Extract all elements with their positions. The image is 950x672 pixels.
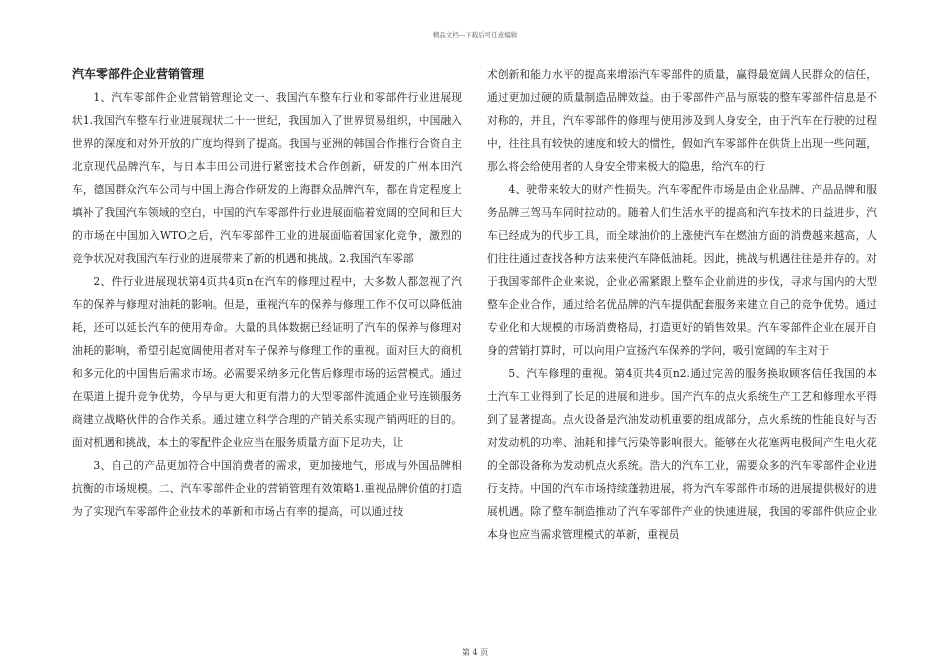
page-number: 第 4 页 xyxy=(461,648,489,657)
paragraph-4: 4、驶带来较大的财产性损失。汽车零配件市场是由企业品牌、产品品牌和服务品牌三驾马车同时拉动的。随着人们生活水平的提高和汽车技术的日益进步，汽车已经成为的代步工具，而全球油价的上涨使汽车在燃油方面的消费越来越高，人们往往通过查找各种方法来使汽车降低油耗。因此，挑战与机遇往往是并存的。对于我国零部件企业来说，企业必需紧跟上整车企业前进的步伐，寻求与国内的大型整车企业合作，通过给名优品牌的汽车提供配套服务来建立自己的竞争优势。通过专业化和大规模的市场消费格局，打造更好的销售效果。汽车零部件企业在展开自身的营销打算时，可以向用户宣扬汽车保养的学问，吸引宽阔的车主对于 xyxy=(487,183,877,357)
right-column xyxy=(487,63,877,546)
left-column xyxy=(72,63,462,523)
paragraph-2: 2、件行业进展现状第4页共4页n在汽车的修理过程中，大多数人都忽视了汽车的保养与修理对油耗的影响。但是，重视汽车的保养与修理工作不仅可以降低油耗，还可以延长汽车的使用寿命。大量的具体数据已经证明了汽车的保养与修理对油耗的影响，希望引起宽阔使用者对车子保养与修理工作的重视。面对巨大的商机和多元化的中国售后需求市场。必需要采纳多元化售后修理市场的运营模式。通过在渠道上提升竞争优势，今早与更大和更有潜力的大型零部件流通企业号连锁服务商建立战略伙伴的合作关系。通过建立科学合理的产销关系实现产销两旺的目的。面对机遇和挑战，本土的零配件企业应当在服务质量方面下足功夫，让 xyxy=(72,275,462,449)
paragraph-5: 5、汽车修理的重视。第4页共4页n2.通过完善的服务换取顾客信任我国的本土汽车工业得到了长足的进展和进步。国产汽车的点火系统生产工艺和修理水平得到了显著提高。点火设备是汽油发动机重要的组成部分，点火系统的性能良好与否对发动机的功率、油耗和排气污染等影响很大。能够在火花塞两电极间产生电火花的全部设备称为发动机点火系统。浩大的汽车工业，需要众多的汽车零部件企业进行支持。中国的汽车市场持续蓬勃进展，将为汽车零部件市场的进展提供极好的进展机遇。除了整车制造推动了汽车零部件产业的快速进展，我国的零部件供应企业本身也应当需求管理模式的革新，重视员 xyxy=(487,367,877,541)
paragraph-3: 3、自己的产品更加符合中国消费者的需求，更加接地气，形成与外国品牌相抗衡的市场规模。二、汽车零部件企业的营销管理有效策略1.重视品牌价值的打造为了实现汽车零部件企业技术的革新和市场占有率的提高，可以通过技 xyxy=(72,459,462,518)
document-title: 汽车零部件企业营销管理 xyxy=(72,67,205,81)
paragraph-3-continued: 术创新和能力水平的提高来增添汽车零部件的质量，赢得最宽阔人民群众的信任，通过更加过硬的质量制造品牌效益。由于零部件产品与原装的整车零部件信息是不对称的，并且，汽车零部件的修理与使用涉及到人身安全，由于汽车在行驶的过程中，往往具有较快的速度和较大的惯性，假如汽车零部件在供货上出现一些问题，那么将会给使用者的人身安全带来极大的隐患，给汽车的行 xyxy=(487,68,877,173)
paragraph-1: 1、汽车零部件企业营销管理论文一、我国汽车整车行业和零部件行业进展现状1.我国汽车整车行业进展现状二十一世纪，我国加入了世界贸易组织，中国融入世界的深度和对外开放的广度均得到了提高。我国与亚洲的韩国合作推行合资自主北京现代品牌汽车，与日本丰田公司进行紧密技术合作创新，研发的广州本田汽车，德国群众汽车公司与中国上海合作研发的上海群众品牌汽车，都在肯定程度上填补了我国汽车领域的空白，中国的汽车零部件行业进展面临着宽阔的空间和巨大的市场在中国加入WTO之后，汽车零部件工业的进展面临着国家化竞争，激烈的竞争状况对我国汽车行业的进展带来了新的机遇和挑战。2.我国汽车零部 xyxy=(72,91,462,265)
page-header: 精品文档---下载后可任意编辑 xyxy=(432,31,518,39)
